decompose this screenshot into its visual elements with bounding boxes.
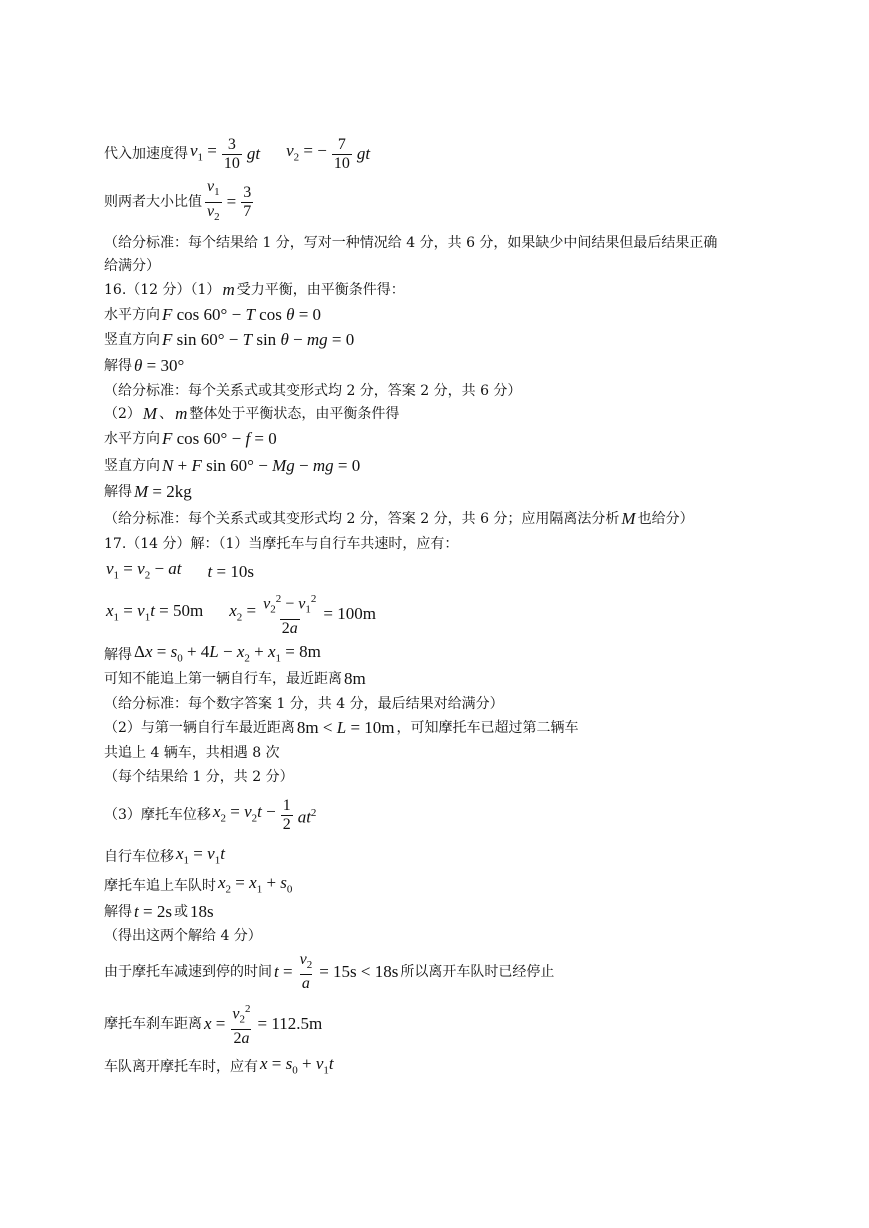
line-23: （每个结果给 1 分，共 2 分）	[104, 769, 294, 785]
line-21: （2）与第一辆自行车最近距离 8m < L = 10m ，可知摩托车已超过第二辆车	[104, 718, 579, 737]
result-theta: θ = 30°	[134, 356, 185, 375]
line-2-text: 则两者大小比值	[104, 194, 202, 210]
equation-x1: $x_1 = v_1t = 50m$	[106, 600, 204, 624]
line-31: 车队离开摩托车时，应有 $x = s_0 + v_1t$	[104, 1054, 334, 1077]
line-29: 由于摩托车减速到停的时间 t = $\frac{v_2}{a}$ = 15s < 18s 所以离开车队时已经停止	[104, 950, 555, 993]
line-7: 竖直方向 F sin 60° − T sin θ − mg = 0	[104, 330, 355, 349]
line-25: 自行车位移 $x_1 = v_1t$	[104, 844, 225, 867]
q16-heading: 16.（12 分）（1）	[104, 282, 221, 298]
line-5: 16.（12 分）（1） m 受力平衡，由平衡条件得：	[104, 280, 405, 299]
line-15: 17.（14 分）解：（1）当摩托车与自行车共速时，应有：	[104, 536, 459, 552]
formula-v1: $v_1$ =	[190, 140, 217, 164]
fraction-v1-v2: $\frac{v_1}{v_2}$	[205, 178, 222, 225]
equation-v1-v2: $v_1 = v_2$ − at	[106, 559, 182, 582]
line-4: 给满分）	[104, 258, 160, 274]
line-24: （3）摩托车位移 $x_2 = v_2t$ − $\frac{1}{2}$ $at^2$	[104, 796, 317, 833]
line-18: 解得 $\Delta x = s_0 + 4L - x_2 + x_1 = 8m$	[104, 643, 323, 667]
result-t-10: t = 10s	[207, 562, 254, 582]
fraction-7-10: $\frac{7}{10}$	[333, 135, 350, 172]
equation-vertical-1: F sin 60° − T sin θ − mg = 0	[162, 330, 355, 349]
line-19: 可知不能追上第一辆自行车，最近距离 8m	[104, 669, 366, 688]
result-M: M = 2kg	[134, 482, 192, 501]
line-14: （给分标准：每个关系式或其变形式均 2 分，答案 2 分，共 6 分；应用隔离法分析 M 也给分）	[104, 509, 694, 528]
line-6: 水平方向 F cos 60° − T cos θ = 0	[104, 305, 322, 324]
fraction-3-10: $\frac{3}{10}$	[223, 135, 240, 172]
line-3: （给分标准：每个结果给 1 分，写对一种情况给 4 分，共 6 分，如果缺少中间结果但最后结果正确	[104, 235, 718, 251]
line-1-text: 代入加速度得	[104, 146, 188, 162]
equation-delta-x: $\Delta x = s_0 + 4L - x_2 + x_1 = 8m$	[134, 642, 321, 665]
line-16	[104, 560, 256, 584]
fraction-x2: $\frac{v_2^2 - v_1^2}{2a}$	[263, 593, 317, 637]
line-22: 共追上 4 辆车，共相遇 8 次	[104, 745, 280, 761]
line-13: 解得 M = 2kg	[104, 482, 192, 501]
inequality-distance: 8m < L = 10m	[296, 718, 395, 737]
line-17: $x_1 = v_1t = 50m$ $x_2$ = $\frac{v_2^2 - v_1^2}{2a}$ = 100m	[104, 592, 378, 636]
line-1: 代入加速度得 $v_1$ = $\frac{3}{10}$ gt $v_2$ = − $\frac{7}{10}$ gt	[104, 135, 371, 172]
fraction-3-7: $\frac{3}{7}$	[243, 183, 252, 220]
equation-horizontal-1: F cos 60° − T cos θ = 0	[162, 305, 322, 324]
fraction-brake-distance: $\frac{v_2^2}{2a}$	[232, 1003, 251, 1047]
equation-horizontal-2: F cos 60° − f = 0	[162, 429, 277, 448]
line-9: （给分标准：每个关系式或其变形式均 2 分，答案 2 分，共 6 分）	[104, 383, 522, 399]
line-10: （2） M 、 m 整体处于平衡状态，由平衡条件得	[104, 404, 400, 423]
line-2: 则两者大小比值 $\frac{v_1}{v_2}$ = $\frac{3}{7}$	[104, 182, 256, 222]
line-11: 水平方向 F cos 60° − f = 0	[104, 429, 277, 448]
formula-v2: $v_2$ = −	[286, 140, 327, 164]
fraction-v2-a: $\frac{v_2}{a}$	[299, 950, 313, 993]
line-30: 摩托车刹车距离 x = $\frac{v_2^2}{2a}$ = 112.5m	[104, 1002, 324, 1046]
fraction-1-2: $\frac{1}{2}$	[282, 796, 291, 833]
line-20: （给分标准：每个数字答案 1 分，共 4 分，最后结果对给满分）	[104, 696, 504, 712]
line-8: 解得 θ = 30°	[104, 356, 185, 375]
line-28: （得出这两个解给 4 分）	[104, 928, 262, 944]
line-26: 摩托车追上车队时 $x_2 = x_1 + s_0$	[104, 873, 293, 896]
line-27: 解得 t = 2s 或 18s	[104, 902, 214, 921]
line-12: 竖直方向 N + F sin 60° − Mg − mg = 0	[104, 456, 361, 475]
equation-vertical-2: N + F sin 60° − Mg − mg = 0	[162, 456, 361, 475]
